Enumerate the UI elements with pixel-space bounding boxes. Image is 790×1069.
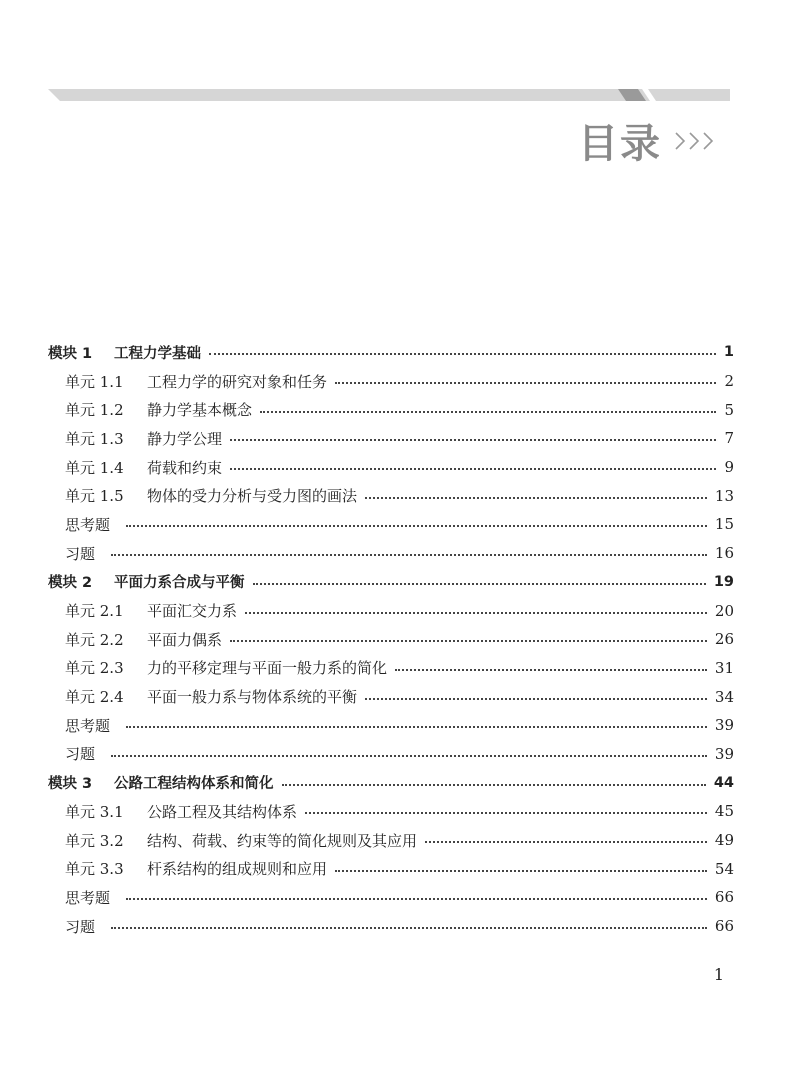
- dot-leader: [230, 468, 716, 470]
- toc-entry-page: 26: [714, 630, 734, 649]
- toc-entry-extra[interactable]: [48, 740, 734, 769]
- toc-entry-page: 31: [714, 658, 734, 677]
- toc-entry-title: 平面力系合成与平衡: [114, 575, 245, 592]
- dot-leader: [126, 726, 707, 728]
- toc-entry-unit[interactable]: [48, 453, 734, 482]
- toc-entry-number: 单元 1.1: [65, 372, 124, 391]
- toc-entry-page: 45: [714, 802, 734, 821]
- dot-leader: [126, 525, 707, 527]
- toc-entry-extra[interactable]: [48, 510, 734, 539]
- toc-entry-title: 习题: [65, 745, 96, 764]
- toc-entry-unit[interactable]: [48, 596, 734, 625]
- toc-entry-page: 39: [714, 744, 734, 763]
- dot-leader: [253, 583, 706, 585]
- toc-entry-page: 66: [714, 888, 734, 907]
- toc-entry-title: 静力学基本概念: [147, 401, 253, 420]
- toc-entry-module[interactable]: [48, 338, 734, 367]
- toc-entry-extra[interactable]: [48, 539, 734, 568]
- toc-entry-extra[interactable]: [48, 711, 734, 740]
- dot-leader: [111, 554, 707, 556]
- toc-entry-unit[interactable]: [48, 424, 734, 453]
- toc-entry-title: 习题: [65, 544, 96, 563]
- dot-leader: [260, 411, 716, 413]
- page-number: 1: [713, 965, 724, 984]
- dot-leader: [230, 640, 707, 642]
- dot-leader: [111, 755, 707, 757]
- dot-leader: [335, 382, 716, 384]
- toc-entry-title: 习题: [65, 917, 96, 936]
- dot-leader: [209, 353, 716, 355]
- toc-entry-page: 44: [713, 774, 734, 791]
- toc-entry-number: 单元 3.2: [65, 831, 124, 850]
- toc-entry-page: 9: [724, 458, 734, 477]
- title-area: [578, 112, 718, 169]
- toc-entry-page: 39: [714, 716, 734, 735]
- toc-entry-title: 平面汇交力系: [147, 602, 238, 621]
- toc-entry-title: 静力学公理: [147, 429, 223, 448]
- toc-entry-page: 15: [714, 515, 734, 534]
- toc-entry-number: 单元 1.4: [65, 458, 124, 477]
- toc-entry-title: 平面力偶系: [147, 630, 223, 649]
- toc-entry-number: 模块 3: [48, 776, 93, 793]
- page-title: 目录: [578, 121, 662, 167]
- toc-entry-page: 54: [714, 859, 734, 878]
- toc-entry-title: 杆系结构的组成规则和应用: [147, 860, 328, 879]
- toc-entry-title: 结构、荷载、约束等的简化规则及其应用: [147, 831, 418, 850]
- toc-entry-title: 物体的受力分析与受力图的画法: [147, 487, 358, 506]
- dot-leader: [395, 669, 707, 671]
- toc-entry-title: 思考题: [65, 716, 111, 735]
- toc-entry-number: 单元 2.2: [65, 630, 124, 649]
- toc-entry-page: 19: [713, 573, 734, 590]
- toc-entry-number: 单元 1.5: [65, 487, 124, 506]
- toc-entry-page: 49: [714, 831, 734, 850]
- dot-leader: [365, 698, 707, 700]
- toc-entry-title: 思考题: [65, 888, 111, 907]
- toc-entry-number: 单元 2.4: [65, 688, 124, 707]
- toc-entry-unit[interactable]: [48, 826, 734, 855]
- toc-entry-number: 模块 2: [48, 575, 93, 592]
- toc-entry-page: 16: [714, 544, 734, 563]
- dot-leader: [365, 497, 707, 499]
- toc-entry-number: 模块 1: [48, 345, 93, 362]
- dot-leader: [230, 439, 716, 441]
- toc-entry-extra[interactable]: [48, 912, 734, 941]
- toc-entry-page: 20: [714, 601, 734, 620]
- toc-entry-number: 单元 2.1: [65, 602, 124, 621]
- table-of-contents: [48, 338, 734, 940]
- chevron-right-icon: [674, 129, 718, 153]
- toc-entry-unit[interactable]: [48, 654, 734, 683]
- toc-entry-unit[interactable]: [48, 367, 734, 396]
- toc-entry-module[interactable]: [48, 768, 734, 797]
- toc-entry-title: 力的平移定理与平面一般力系的简化: [147, 659, 388, 678]
- toc-entry-unit[interactable]: [48, 481, 734, 510]
- toc-entry-title: 公路工程及其结构体系: [147, 802, 298, 821]
- toc-entry-title: 公路工程结构体系和简化: [114, 776, 274, 793]
- toc-entry-unit[interactable]: [48, 395, 734, 424]
- toc-entry-title: 平面一般力系与物体系统的平衡: [147, 688, 358, 707]
- toc-entry-title: 荷载和约束: [147, 458, 223, 477]
- dot-leader: [282, 784, 706, 786]
- toc-entry-page: 1: [723, 344, 734, 361]
- toc-entry-number: 单元 1.2: [65, 401, 124, 420]
- header-banner: [48, 89, 730, 101]
- toc-entry-extra[interactable]: [48, 883, 734, 912]
- toc-entry-number: 单元 3.3: [65, 860, 124, 879]
- dot-leader: [305, 812, 707, 814]
- toc-entry-title: 工程力学基础: [114, 345, 201, 362]
- toc-entry-number: 单元 2.3: [65, 659, 124, 678]
- toc-entry-page: 2: [724, 372, 734, 391]
- toc-entry-page: 7: [724, 429, 734, 448]
- toc-entry-number: 单元 3.1: [65, 802, 124, 821]
- toc-entry-title: 思考题: [65, 515, 111, 534]
- toc-entry-unit[interactable]: [48, 797, 734, 826]
- dot-leader: [425, 841, 707, 843]
- toc-entry-unit[interactable]: [48, 854, 734, 883]
- toc-entry-page: 66: [714, 917, 734, 936]
- toc-entry-page: 34: [714, 687, 734, 706]
- toc-entry-unit[interactable]: [48, 682, 734, 711]
- toc-entry-title: 工程力学的研究对象和任务: [147, 372, 328, 391]
- dot-leader: [111, 927, 707, 929]
- toc-entry-page: 13: [714, 486, 734, 505]
- toc-entry-page: 5: [724, 400, 734, 419]
- toc-entry-module[interactable]: [48, 568, 734, 597]
- dot-leader: [245, 612, 707, 614]
- toc-entry-number: 单元 1.3: [65, 429, 124, 448]
- dot-leader: [126, 898, 707, 900]
- toc-entry-unit[interactable]: [48, 625, 734, 654]
- dot-leader: [335, 870, 707, 872]
